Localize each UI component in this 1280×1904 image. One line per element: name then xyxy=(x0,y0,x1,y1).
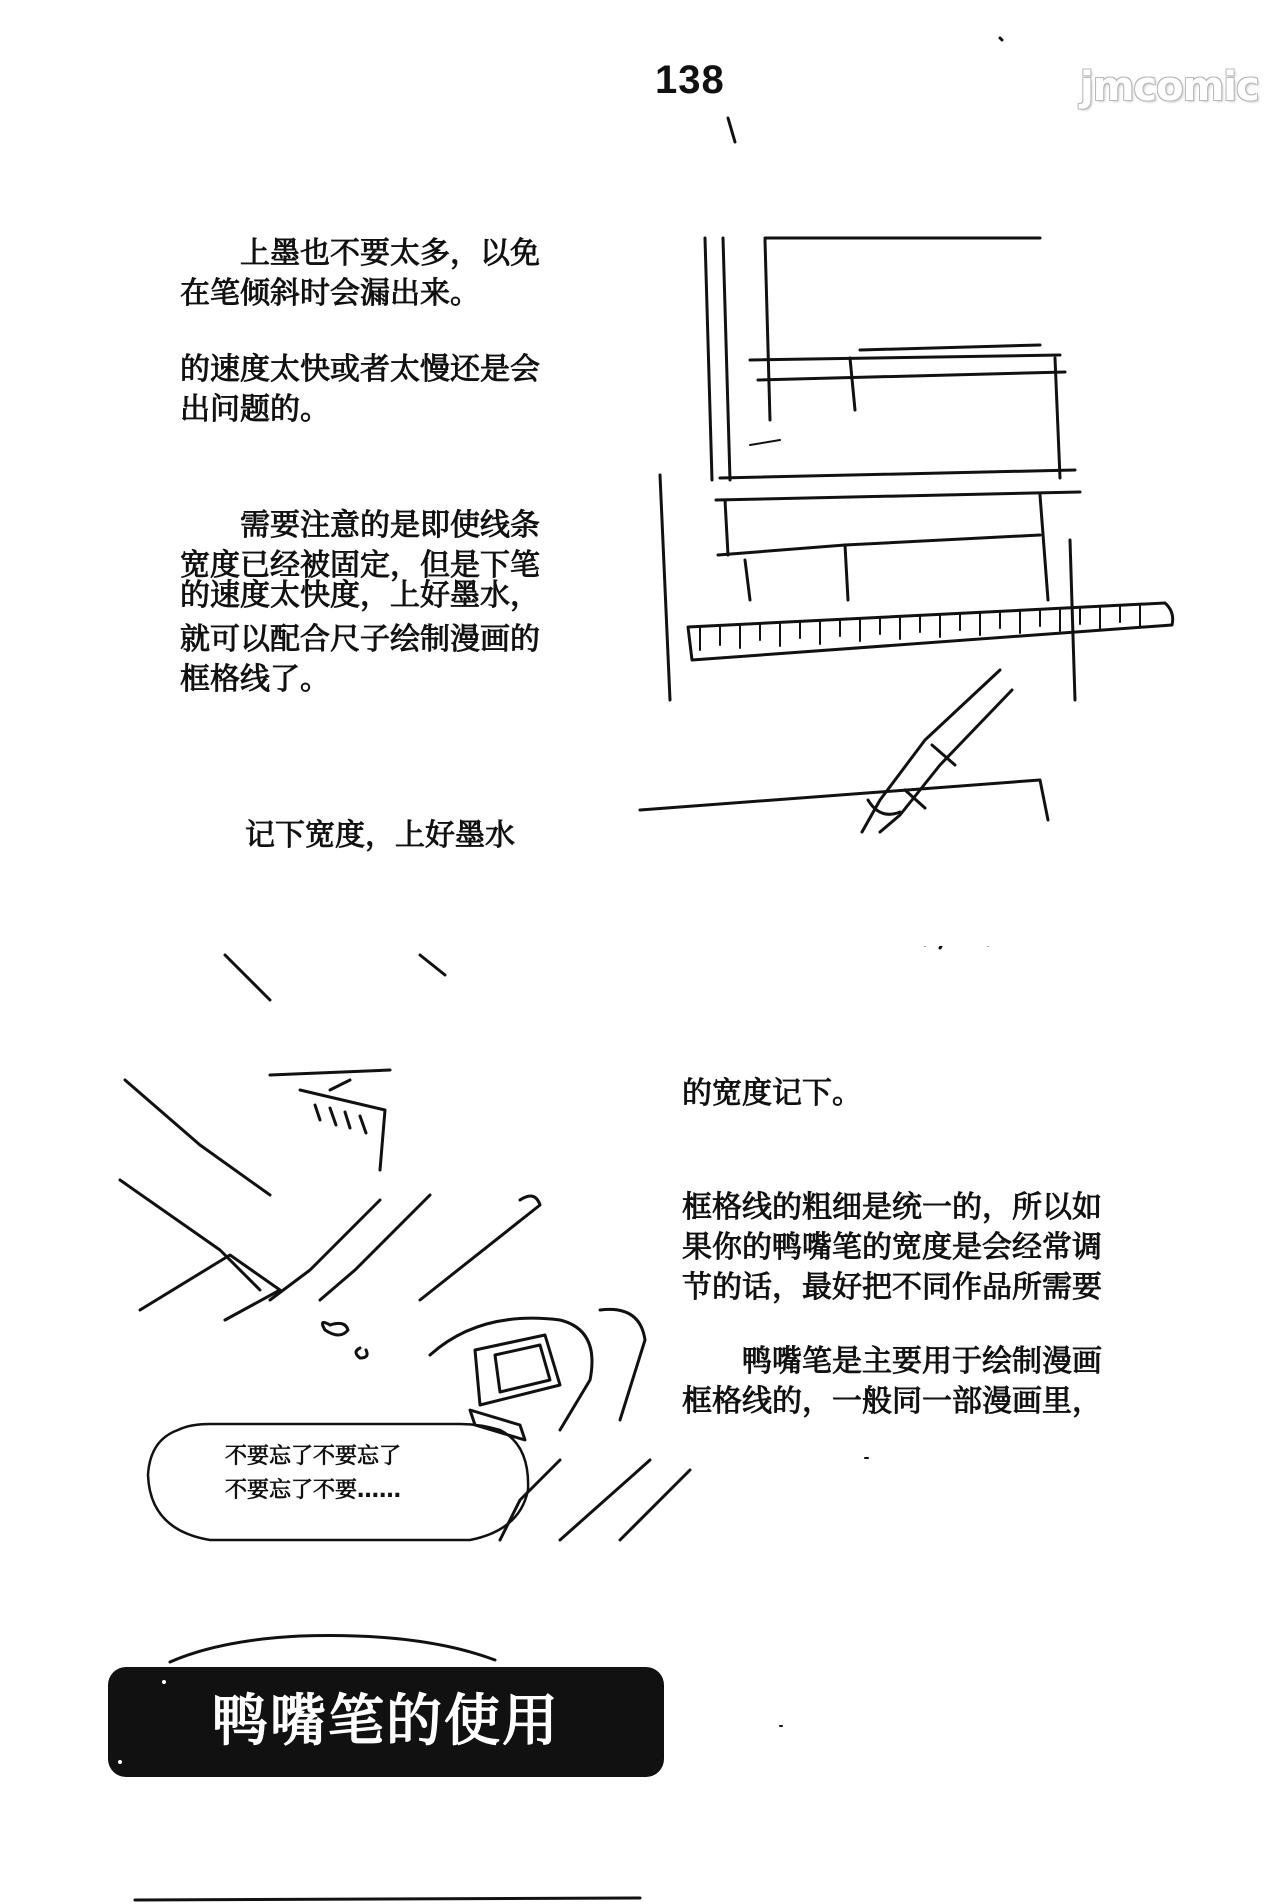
speck xyxy=(1000,38,1002,40)
text-line: 上墨也不要太多，以免 xyxy=(240,236,540,271)
text-line: 出问题的。 xyxy=(180,392,330,427)
text-line: 在笔倾斜时会漏出来。 xyxy=(180,276,480,311)
watermark-logo: jmcomic xyxy=(1080,64,1259,110)
text-line: 的宽度记下。 xyxy=(682,1076,862,1111)
text-line: 框格线的粗细是统一的，所以如 xyxy=(682,1190,1102,1225)
text-width-cut-line: 的速度太快度，上好墨水， xyxy=(180,578,540,613)
text-line: 宽度已经被固定，但是下笔 xyxy=(180,548,540,583)
text-bottom-cut-line: 记下宽度，上好墨水 xyxy=(245,818,515,853)
ruling-pen-top xyxy=(640,670,1048,832)
speech-line: 不要忘了不要…… xyxy=(225,1478,402,1503)
text-main-paragraph xyxy=(682,1342,1102,1382)
text-uniform-paragraph xyxy=(682,1188,1102,1308)
text-width-paragraph xyxy=(180,506,540,546)
ruler xyxy=(688,603,1173,660)
banner-speck xyxy=(162,1680,166,1684)
text-record-paragraph xyxy=(682,1074,862,1114)
text-line: 框格线了。 xyxy=(180,662,330,697)
section-title: 鸭嘴笔的使用 xyxy=(212,1689,560,1754)
text-line: 鸭嘴笔是主要用于绘制漫画 xyxy=(742,1344,1102,1379)
panel-pen-closeup xyxy=(120,1070,690,1540)
tick-mark xyxy=(728,118,735,142)
text-ink-paragraph xyxy=(180,234,540,274)
speech-bubble-text xyxy=(225,1440,401,1508)
text-ruler-paragraph xyxy=(180,620,540,700)
page-number: 138 xyxy=(655,58,725,102)
text-line: 框格线的，一般同一部漫画里， xyxy=(682,1384,1102,1419)
banner-speck xyxy=(118,1760,122,1764)
banner-arc xyxy=(170,1636,495,1663)
panel-frames-top xyxy=(660,238,1080,700)
text-ink-paragraph-cont xyxy=(180,274,480,314)
text-main-paragraph-cont xyxy=(682,1382,1102,1422)
text-speed-paragraph xyxy=(180,350,540,430)
text-line: 就可以配合尺子绘制漫画的 xyxy=(180,622,540,657)
text-line: 果你的鸭嘴笔的宽度是会经常调 xyxy=(682,1230,1102,1265)
text-line: 需要注意的是即使线条 xyxy=(240,508,540,543)
speech-line: 不要忘了不要忘了 xyxy=(225,1444,402,1469)
text-line: 节的话，最好把不同作品所需要 xyxy=(682,1270,1102,1305)
text-line: 的速度太快或者太慢还是会 xyxy=(180,352,540,387)
bottom-rule xyxy=(135,1898,640,1900)
